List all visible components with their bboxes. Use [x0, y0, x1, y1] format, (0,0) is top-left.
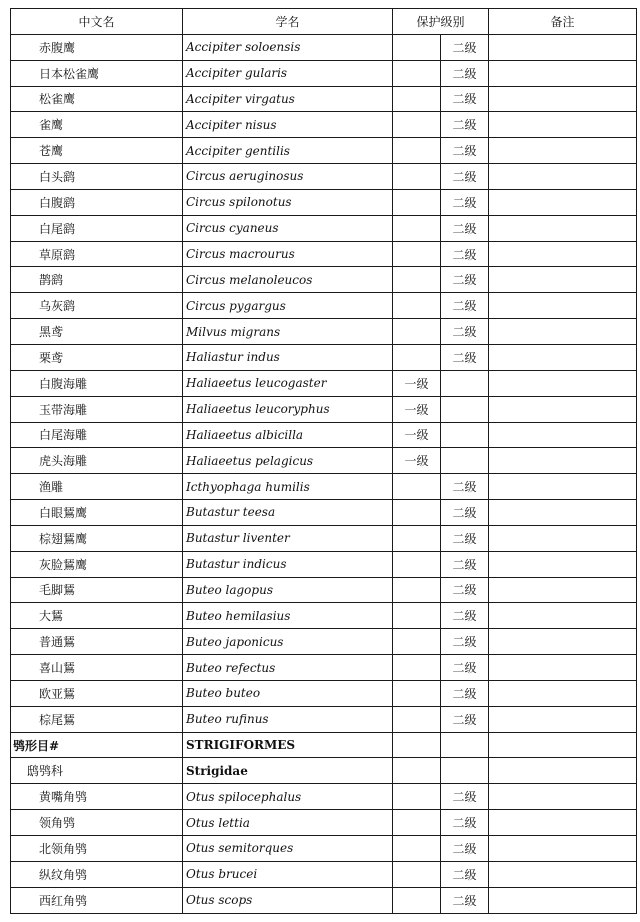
table-row: [11, 810, 637, 836]
table-row: [11, 551, 637, 577]
level-two-cell: [441, 370, 489, 396]
scientific-name-cell: Haliaeetus leucoryphus: [183, 396, 393, 422]
scientific-name-cell: Icthyophaga humilis: [183, 474, 393, 500]
chinese-name-cell: 虎头海雕: [11, 448, 183, 474]
level-one-cell: [393, 60, 441, 86]
chinese-name-cell: 北领角鸮: [11, 836, 183, 862]
level-two-cell: 二级: [441, 603, 489, 629]
remarks-cell: [489, 758, 637, 784]
level-one-cell: 一级: [393, 396, 441, 422]
level-one-cell: [393, 577, 441, 603]
level-one-cell: [393, 758, 441, 784]
remarks-cell: [489, 448, 637, 474]
level-one-cell: [393, 189, 441, 215]
level-one-cell: [393, 655, 441, 681]
species-protection-table: [10, 8, 637, 914]
level-one-cell: [393, 810, 441, 836]
level-two-cell: 二级: [441, 784, 489, 810]
level-one-cell: [393, 215, 441, 241]
chinese-name-cell: 棕尾鵟: [11, 706, 183, 732]
chinese-name-cell: 赤腹鹰: [11, 34, 183, 60]
remarks-cell: [489, 680, 637, 706]
scientific-name-cell: Circus melanoleucos: [183, 267, 393, 293]
scientific-name-cell: Otus brucei: [183, 861, 393, 887]
level-one-cell: [393, 34, 441, 60]
level-one-cell: [393, 293, 441, 319]
table-row: [11, 396, 637, 422]
chinese-name-cell: 栗鸢: [11, 344, 183, 370]
level-one-cell: [393, 836, 441, 862]
level-one-cell: [393, 551, 441, 577]
header-scientific-name: 学名: [183, 9, 393, 35]
level-two-cell: 二级: [441, 836, 489, 862]
remarks-cell: [489, 500, 637, 526]
level-two-cell: 二级: [441, 551, 489, 577]
table-row: [11, 267, 637, 293]
level-one-cell: [393, 86, 441, 112]
scientific-name-cell: Otus semitorques: [183, 836, 393, 862]
level-two-cell: 二级: [441, 60, 489, 86]
chinese-name-cell: 纵纹角鸮: [11, 861, 183, 887]
chinese-name-cell: 灰脸鵟鹰: [11, 551, 183, 577]
chinese-name-cell: 领角鸮: [11, 810, 183, 836]
scientific-name-cell: Haliaeetus pelagicus: [183, 448, 393, 474]
level-two-cell: 二级: [441, 577, 489, 603]
remarks-cell: [489, 732, 637, 758]
level-one-cell: [393, 267, 441, 293]
level-two-cell: 二级: [441, 525, 489, 551]
table-row: [11, 241, 637, 267]
table-row: [11, 344, 637, 370]
table-row: [11, 34, 637, 60]
remarks-cell: [489, 86, 637, 112]
chinese-name-cell: 白头鹞: [11, 164, 183, 190]
level-one-cell: [393, 474, 441, 500]
level-one-cell: [393, 629, 441, 655]
remarks-cell: [489, 60, 637, 86]
table-row: [11, 422, 637, 448]
scientific-name-cell: Buteo refectus: [183, 655, 393, 681]
level-two-cell: 二级: [441, 189, 489, 215]
scientific-name-cell: Accipiter gularis: [183, 60, 393, 86]
scientific-name-cell: Strigidae: [183, 758, 393, 784]
level-one-cell: [393, 732, 441, 758]
chinese-name-cell: 鹊鹞: [11, 267, 183, 293]
table-row: [11, 887, 637, 913]
scientific-name-cell: Buteo buteo: [183, 680, 393, 706]
chinese-name-cell: 白腹鹞: [11, 189, 183, 215]
level-one-cell: 一级: [393, 422, 441, 448]
remarks-cell: [489, 189, 637, 215]
level-two-cell: 二级: [441, 267, 489, 293]
remarks-cell: [489, 603, 637, 629]
remarks-cell: [489, 706, 637, 732]
remarks-cell: [489, 344, 637, 370]
scientific-name-cell: Buteo hemilasius: [183, 603, 393, 629]
scientific-name-cell: Circus pygargus: [183, 293, 393, 319]
level-two-cell: [441, 396, 489, 422]
table-row: [11, 629, 637, 655]
table-row: [11, 706, 637, 732]
table-row: [11, 215, 637, 241]
table-row: [11, 577, 637, 603]
level-two-cell: 二级: [441, 655, 489, 681]
level-two-cell: 二级: [441, 138, 489, 164]
chinese-name-cell: 鸱鸮科: [11, 758, 183, 784]
chinese-name-cell: 玉带海雕: [11, 396, 183, 422]
level-one-cell: [393, 861, 441, 887]
remarks-cell: [489, 887, 637, 913]
remarks-cell: [489, 215, 637, 241]
level-two-cell: 二级: [441, 215, 489, 241]
remarks-cell: [489, 551, 637, 577]
table-row: [11, 836, 637, 862]
remarks-cell: [489, 164, 637, 190]
table-row: [11, 500, 637, 526]
chinese-name-cell: 乌灰鹞: [11, 293, 183, 319]
scientific-name-cell: Haliastur indus: [183, 344, 393, 370]
level-one-cell: [393, 344, 441, 370]
level-two-cell: [441, 448, 489, 474]
level-two-cell: 二级: [441, 164, 489, 190]
remarks-cell: [489, 241, 637, 267]
level-two-cell: 二级: [441, 500, 489, 526]
level-two-cell: 二级: [441, 293, 489, 319]
chinese-name-cell: 鸮形目#: [11, 732, 183, 758]
remarks-cell: [489, 34, 637, 60]
chinese-name-cell: 白眼鵟鹰: [11, 500, 183, 526]
table-row: [11, 189, 637, 215]
level-two-cell: 二级: [441, 629, 489, 655]
level-one-cell: [393, 784, 441, 810]
family-row: [11, 758, 637, 784]
scientific-name-cell: Otus scops: [183, 887, 393, 913]
header-remarks: 备注: [489, 9, 637, 35]
table-row: [11, 370, 637, 396]
level-one-cell: [393, 319, 441, 345]
chinese-name-cell: 白尾鹞: [11, 215, 183, 241]
chinese-name-cell: 白尾海雕: [11, 422, 183, 448]
remarks-cell: [489, 267, 637, 293]
level-two-cell: 二级: [441, 319, 489, 345]
level-one-cell: [393, 887, 441, 913]
table-row: [11, 164, 637, 190]
table-row: [11, 784, 637, 810]
remarks-cell: [489, 577, 637, 603]
remarks-cell: [489, 784, 637, 810]
table-row: [11, 448, 637, 474]
chinese-name-cell: 渔雕: [11, 474, 183, 500]
header-protection-level: 保护级别: [393, 9, 489, 35]
level-two-cell: [441, 422, 489, 448]
scientific-name-cell: Accipiter soloensis: [183, 34, 393, 60]
scientific-name-cell: Accipiter gentilis: [183, 138, 393, 164]
remarks-cell: [489, 861, 637, 887]
level-one-cell: [393, 603, 441, 629]
level-two-cell: 二级: [441, 861, 489, 887]
table-row: [11, 138, 637, 164]
level-one-cell: 一级: [393, 370, 441, 396]
scientific-name-cell: Accipiter virgatus: [183, 86, 393, 112]
table-row: [11, 603, 637, 629]
remarks-cell: [489, 422, 637, 448]
table-row: [11, 319, 637, 345]
level-one-cell: [393, 500, 441, 526]
chinese-name-cell: 喜山鵟: [11, 655, 183, 681]
table-row: [11, 680, 637, 706]
level-two-cell: [441, 732, 489, 758]
scientific-name-cell: Circus macrourus: [183, 241, 393, 267]
scientific-name-cell: Buteo rufinus: [183, 706, 393, 732]
chinese-name-cell: 棕翅鵟鹰: [11, 525, 183, 551]
level-one-cell: [393, 525, 441, 551]
chinese-name-cell: 松雀鹰: [11, 86, 183, 112]
scientific-name-cell: Butastur indicus: [183, 551, 393, 577]
scientific-name-cell: Circus aeruginosus: [183, 164, 393, 190]
table-row: [11, 474, 637, 500]
scientific-name-cell: Buteo lagopus: [183, 577, 393, 603]
scientific-name-cell: Butastur teesa: [183, 500, 393, 526]
remarks-cell: [489, 474, 637, 500]
level-two-cell: 二级: [441, 241, 489, 267]
chinese-name-cell: 苍鹰: [11, 138, 183, 164]
remarks-cell: [489, 138, 637, 164]
level-two-cell: 二级: [441, 887, 489, 913]
chinese-name-cell: 草原鹞: [11, 241, 183, 267]
table-row: [11, 60, 637, 86]
scientific-name-cell: Milvus migrans: [183, 319, 393, 345]
table-row: [11, 112, 637, 138]
level-two-cell: 二级: [441, 34, 489, 60]
remarks-cell: [489, 396, 637, 422]
scientific-name-cell: Buteo japonicus: [183, 629, 393, 655]
level-two-cell: 二级: [441, 112, 489, 138]
chinese-name-cell: 欧亚鵟: [11, 680, 183, 706]
chinese-name-cell: 黑鸢: [11, 319, 183, 345]
level-two-cell: 二级: [441, 344, 489, 370]
level-two-cell: [441, 758, 489, 784]
level-one-cell: 一级: [393, 448, 441, 474]
scientific-name-cell: Butastur liventer: [183, 525, 393, 551]
remarks-cell: [489, 836, 637, 862]
table-row: [11, 293, 637, 319]
table-row: [11, 525, 637, 551]
level-one-cell: [393, 164, 441, 190]
level-two-cell: 二级: [441, 706, 489, 732]
chinese-name-cell: 大鵟: [11, 603, 183, 629]
remarks-cell: [489, 655, 637, 681]
level-one-cell: [393, 706, 441, 732]
level-two-cell: 二级: [441, 474, 489, 500]
chinese-name-cell: 白腹海雕: [11, 370, 183, 396]
remarks-cell: [489, 112, 637, 138]
table-row: [11, 86, 637, 112]
chinese-name-cell: 西红角鸮: [11, 887, 183, 913]
remarks-cell: [489, 525, 637, 551]
scientific-name-cell: STRIGIFORMES: [183, 732, 393, 758]
remarks-cell: [489, 629, 637, 655]
table-row: [11, 861, 637, 887]
table-header-row: [11, 9, 637, 35]
scientific-name-cell: Otus spilocephalus: [183, 784, 393, 810]
level-one-cell: [393, 241, 441, 267]
level-one-cell: [393, 138, 441, 164]
remarks-cell: [489, 293, 637, 319]
remarks-cell: [489, 319, 637, 345]
header-chinese-name: 中文名: [11, 9, 183, 35]
chinese-name-cell: 日本松雀鹰: [11, 60, 183, 86]
table-row: [11, 655, 637, 681]
level-two-cell: 二级: [441, 810, 489, 836]
scientific-name-cell: Accipiter nisus: [183, 112, 393, 138]
level-one-cell: [393, 680, 441, 706]
level-one-cell: [393, 112, 441, 138]
level-two-cell: 二级: [441, 680, 489, 706]
order-row: [11, 732, 637, 758]
level-two-cell: 二级: [441, 86, 489, 112]
scientific-name-cell: Circus cyaneus: [183, 215, 393, 241]
scientific-name-cell: Haliaeetus albicilla: [183, 422, 393, 448]
chinese-name-cell: 毛脚鵟: [11, 577, 183, 603]
chinese-name-cell: 雀鹰: [11, 112, 183, 138]
chinese-name-cell: 黄嘴角鸮: [11, 784, 183, 810]
remarks-cell: [489, 370, 637, 396]
remarks-cell: [489, 810, 637, 836]
chinese-name-cell: 普通鵟: [11, 629, 183, 655]
scientific-name-cell: Circus spilonotus: [183, 189, 393, 215]
scientific-name-cell: Otus lettia: [183, 810, 393, 836]
scientific-name-cell: Haliaeetus leucogaster: [183, 370, 393, 396]
